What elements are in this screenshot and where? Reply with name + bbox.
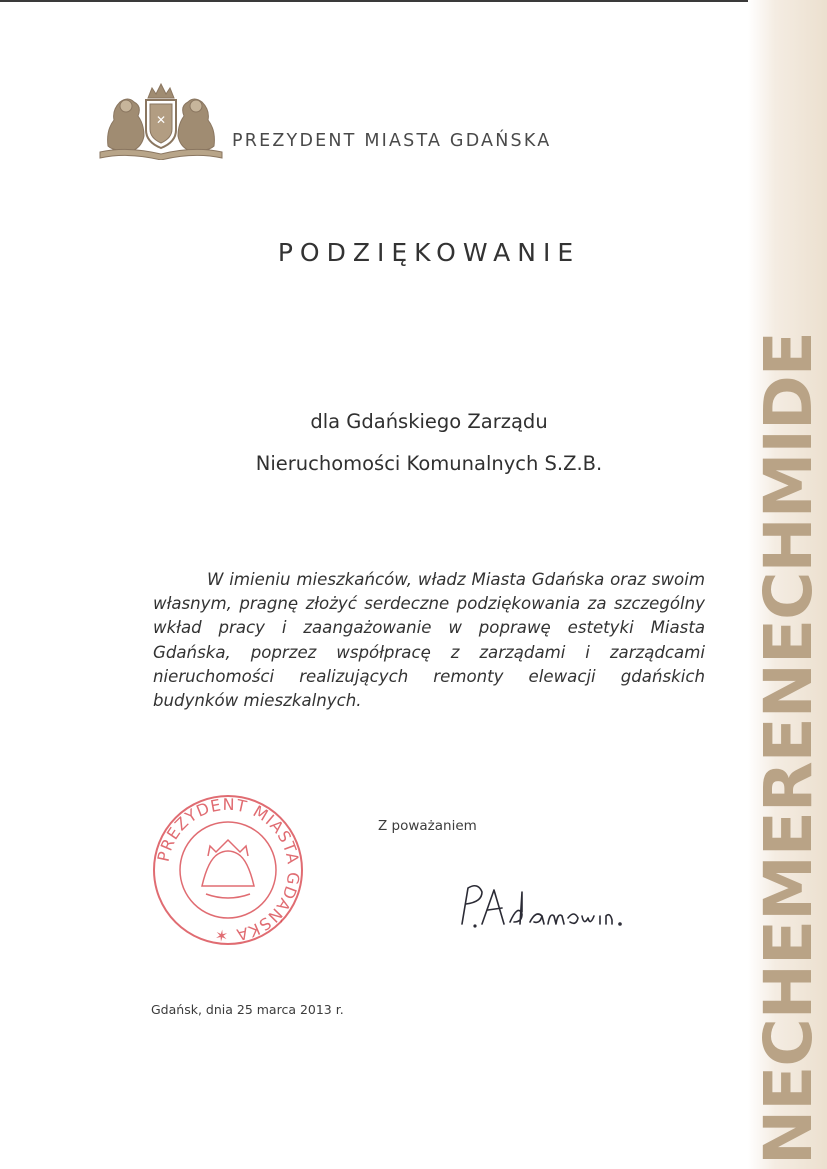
top-border-line xyxy=(0,0,827,2)
issuer-title: PREZYDENT MIASTA GDAŃSKA xyxy=(232,131,552,151)
recipient-line-2: Nieruchomości Komunalnych S.Z.B. xyxy=(255,452,603,475)
gdansk-coat-of-arms-icon xyxy=(98,80,224,160)
svg-text:PREZYDENT MIASTA GDAŃSKA ✶: PREZYDENT MIASTA GDAŃSKA ✶ xyxy=(153,794,304,946)
decorative-side-strip xyxy=(748,0,827,1169)
official-round-seal-icon xyxy=(148,790,308,950)
document-heading: PODZIĘKOWANIE xyxy=(277,238,581,267)
svg-text:✕: ✕ xyxy=(155,113,167,127)
side-strip-lettering: NECHEMERENECHMIDE xyxy=(750,332,827,1165)
letter-body: W imieniu mieszkańców, władz Miasta Gdańska oraz swoim własnym, pragnę złożyć serdeczne podziękowania za szczególny wkład pracy i zaangażowanie w poprawę estetyki Miasta Gdańska, poprzez współpracę z zarządami i zarządcami nieruchomości realizujących remonty elewacji gdańskich budynków mieszkalnych. xyxy=(153,570,705,711)
handwritten-signature-icon xyxy=(448,872,638,942)
recipient-line-1: dla Gdańskiego Zarządu xyxy=(310,410,548,433)
closing-phrase: Z poważaniem xyxy=(378,818,477,834)
document-date: Gdańsk, dnia 25 marca 2013 r. xyxy=(151,1002,344,1017)
